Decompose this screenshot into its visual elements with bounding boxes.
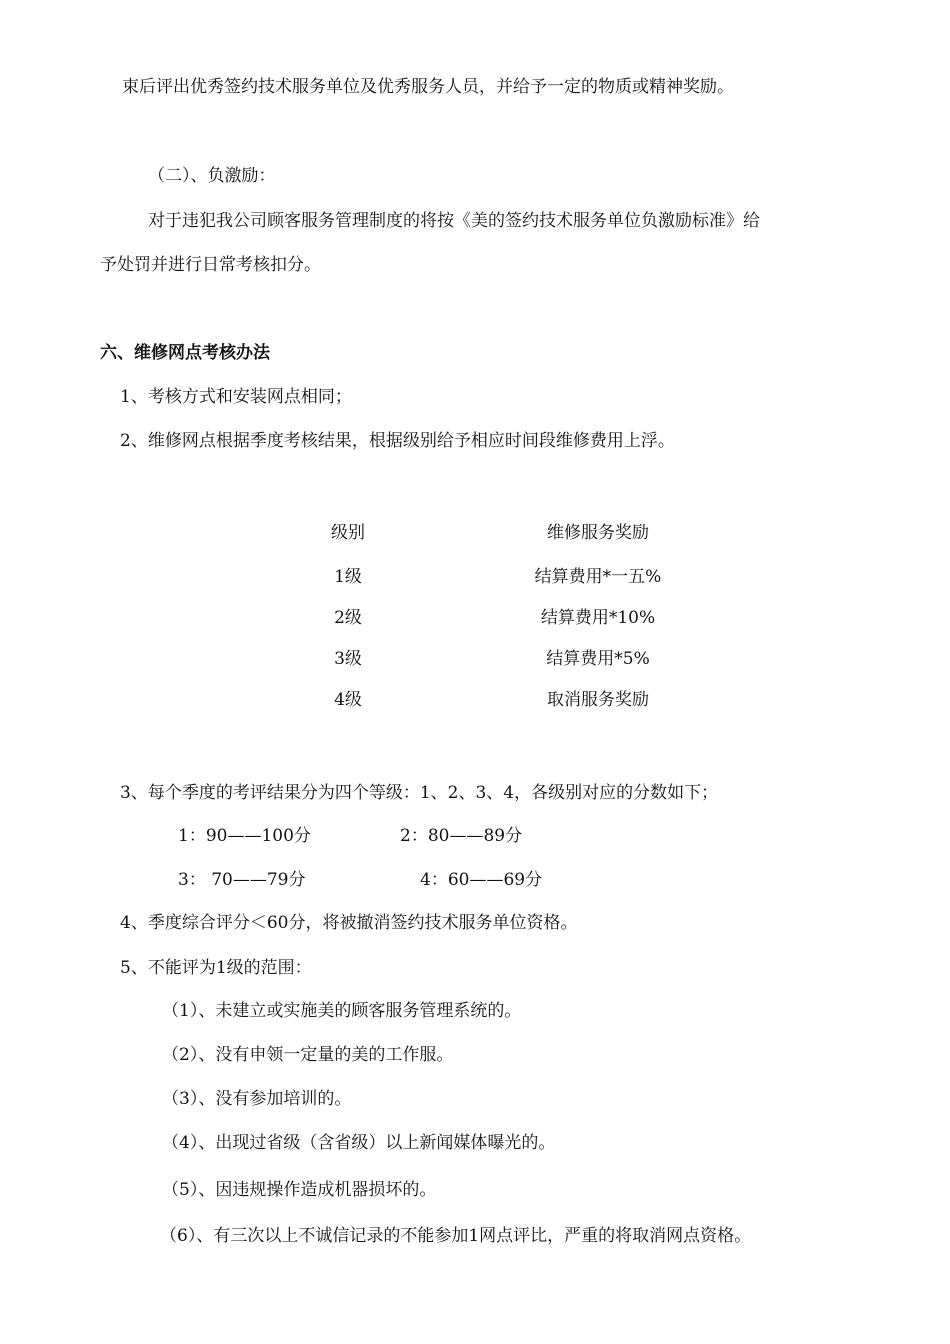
list-item-3: 3、每个季度的考评结果分为四个等级：1、2、3、4，各级别对应的分数如下； — [120, 783, 719, 803]
list-item-1: 1、考核方式和安装网点相同； — [120, 387, 352, 407]
list-item-4: 4、季度综合评分＜60分，将被撤消签约技术服务单位资格。 — [120, 913, 578, 933]
table-cell-reward: 结算费用*一五% — [534, 567, 662, 587]
paragraph-continuation: 束后评出优秀签约技术服务单位及优秀服务人员，并给予一定的物质或精神奖励。 — [122, 77, 734, 97]
list-item-2: 2、维修网点根据季度考核结果，根据级别给予相应时间段维修费用上浮。 — [120, 431, 675, 451]
table-cell-reward: 结算费用*5% — [546, 649, 650, 669]
table-cell-grade: 4级 — [334, 690, 362, 710]
table-cell-reward: 结算费用*10% — [540, 608, 656, 628]
score-range-4: 4：60——69分 — [420, 870, 543, 890]
paragraph-negative-incentive-line2: 予处罚并进行日常考核扣分。 — [100, 255, 321, 275]
list-item-5: 5、不能评为1级的范围： — [120, 958, 312, 978]
paragraph-negative-incentive-line1: 对于违犯我公司顾客服务管理制度的将按《美的签约技术服务单位负激励标准》给 — [148, 211, 760, 231]
sub-item: （1）、未建立或实施美的顾客服务管理系统的。 — [162, 1001, 522, 1021]
table-cell-grade: 3级 — [334, 649, 362, 669]
sub-item: （4）、出现过省级（含省级）以上新闻媒体曝光的。 — [162, 1133, 556, 1153]
sub-item: （2）、没有申领一定量的美的工作服。 — [162, 1045, 454, 1065]
section-heading: 六、维修网点考核办法 — [100, 343, 270, 363]
table-cell-grade: 2级 — [334, 608, 362, 628]
table-cell-reward: 取消服务奖励 — [547, 690, 649, 710]
sub-item: （6）、有三次以上不诚信记录的不能参加1网点评比，严重的将取消网点资格。 — [160, 1226, 752, 1246]
score-range-3: 3： 70——79分 — [178, 870, 306, 890]
subheading-negative-incentive: （二）、负激励： — [148, 166, 276, 186]
table-header-reward: 维修服务奖励 — [547, 523, 649, 543]
sub-item: （5）、因违规操作造成机器损坏的。 — [162, 1180, 437, 1200]
score-range-2: 2：80——89分 — [400, 826, 523, 846]
sub-item: （3）、没有参加培训的。 — [162, 1089, 352, 1109]
table-cell-grade: 1级 — [334, 567, 362, 587]
score-range-1: 1：90——100分 — [178, 826, 311, 846]
table-header-grade: 级别 — [331, 523, 365, 543]
